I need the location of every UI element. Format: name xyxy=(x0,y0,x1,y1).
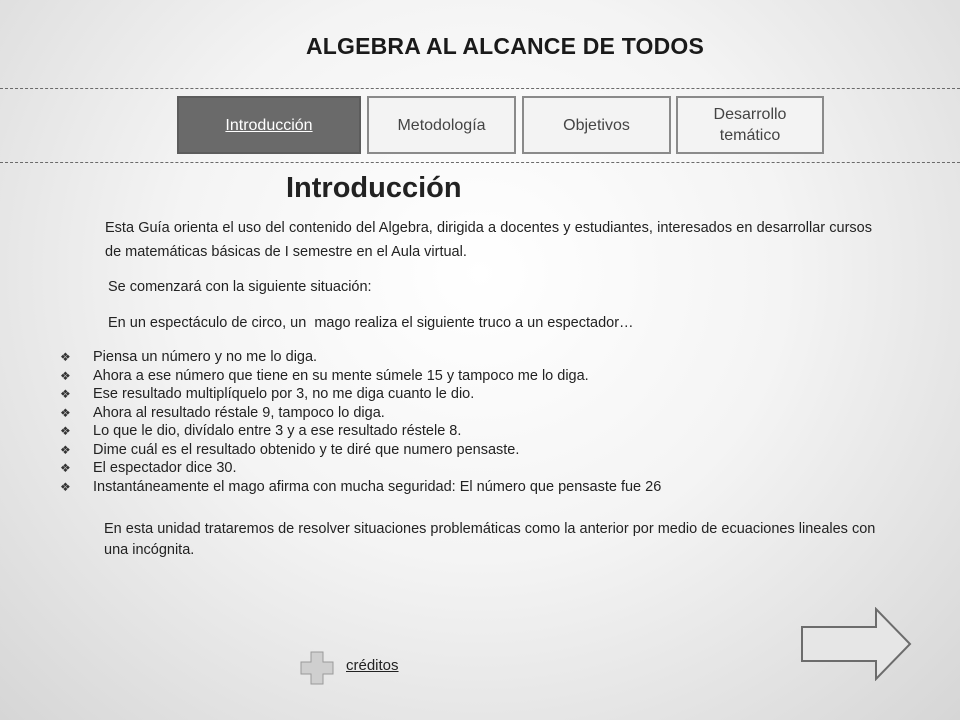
list-item: ❖ Piensa un número y no me lo diga. xyxy=(60,349,318,365)
tab-objetivos[interactable]: Objetivos xyxy=(522,96,671,154)
circus-intro: En un espectáculo de circo, un mago realiza el siguiente truco a un espectador… xyxy=(108,315,634,331)
situation-label: Se comenzará con la siguiente situación: xyxy=(108,279,372,295)
intro-paragraph: Esta Guía orienta el uso del contenido del Algebra, dirigida a docentes y estudiantes, interesados en desarrollar cursos de matemáticas básicas de I semestre en el Aula virtual. xyxy=(105,220,872,260)
closing-paragraph: En esta unidad trataremos de resolver situaciones problemáticas como la anterior por medio de ecuaciones lineales con una incógnita. xyxy=(104,521,876,558)
page-title: ALGEBRA AL ALCANCE DE TODOS xyxy=(305,33,705,59)
list-item: ❖ Ese resultado multiplíquelo por 3, no me diga cuanto le dio. xyxy=(60,386,475,402)
steps-list xyxy=(60,348,661,496)
list-item: ❖ Dime cuál es el resultado obtenido y te diré que numero pensaste. xyxy=(60,441,520,458)
credits-link[interactable]: créditos xyxy=(346,657,399,674)
tab-metodologia[interactable]: Metodología xyxy=(367,96,516,154)
diamond-bullet-icon: ❖ xyxy=(60,405,71,420)
tab-introduccion[interactable]: Introducción xyxy=(177,96,361,154)
list-item: ❖ El espectador dice 30. xyxy=(60,460,237,476)
diamond-bullet-icon: ❖ xyxy=(60,368,71,383)
list-item: ❖ Ahora a ese número que tiene en su mente súmele 15 y tampoco me lo diga. xyxy=(60,367,589,384)
diamond-bullet-icon: ❖ xyxy=(60,479,71,494)
plus-icon[interactable] xyxy=(300,651,334,685)
tab-desarrollo-tematico[interactable]: Desarrollo temático xyxy=(676,96,824,154)
list-item: ❖ Lo que le dio, divídalo entre 3 y a ese resultado réstele 8. xyxy=(60,423,462,439)
list-item: ❖ Ahora al resultado réstale 9, tampoco lo diga. xyxy=(60,404,385,421)
diamond-bullet-icon: ❖ xyxy=(60,424,71,438)
section-heading: Introducción xyxy=(286,172,462,204)
list-item: ❖ Instantáneamente el mago afirma con mucha seguridad: El número que pensaste fue 26 xyxy=(60,478,662,495)
diamond-bullet-icon: ❖ xyxy=(60,387,71,401)
bottom-divider xyxy=(0,162,960,163)
top-divider xyxy=(0,88,960,89)
diamond-bullet-icon: ❖ xyxy=(60,442,71,457)
diamond-bullet-icon: ❖ xyxy=(60,461,71,475)
next-arrow-button[interactable] xyxy=(800,607,912,681)
diamond-bullet-icon: ❖ xyxy=(60,350,71,364)
